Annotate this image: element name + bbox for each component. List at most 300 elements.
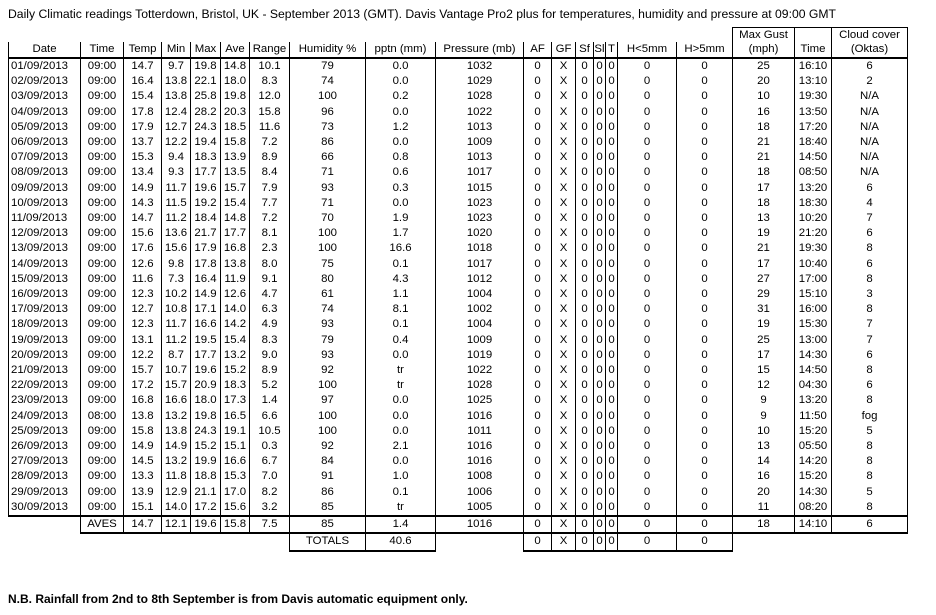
table-cell: 0 — [606, 302, 618, 317]
table-cell: X — [552, 257, 576, 272]
table-cell: 0.0 — [366, 105, 436, 120]
table-cell: 0 — [576, 469, 594, 484]
table-row — [9, 105, 908, 120]
table-cell: 0.0 — [366, 196, 436, 211]
table-cell: 09:00 — [81, 439, 124, 454]
table-cell: 0 — [594, 150, 606, 165]
table-cell: 1.9 — [366, 211, 436, 226]
table-cell: 0 — [677, 439, 733, 454]
table-cell: 16.4 — [191, 272, 221, 287]
table-cell: 10.8 — [162, 302, 191, 317]
table-cell: 0 — [677, 454, 733, 469]
table-cell: 0 — [618, 226, 677, 241]
table-cell: 18.4 — [191, 211, 221, 226]
column-header: (mph) — [733, 42, 795, 58]
table-cell: 0 — [677, 241, 733, 256]
totals-cell: 0 — [576, 533, 594, 550]
table-cell: 13.8 — [162, 89, 191, 104]
table-cell: 1004 — [436, 287, 524, 302]
table-cell: 0 — [524, 165, 552, 180]
table-cell: 1032 — [436, 58, 524, 74]
table-cell: 13:10 — [795, 74, 832, 89]
table-cell: 71 — [290, 165, 366, 180]
table-cell: 09:00 — [81, 120, 124, 135]
totals-blank — [832, 533, 908, 550]
table-cell: 0 — [524, 226, 552, 241]
table-cell: N/A — [832, 165, 908, 180]
totals-blank — [221, 533, 250, 550]
table-cell: 0 — [618, 211, 677, 226]
table-cell: 1002 — [436, 302, 524, 317]
table-cell: 09:00 — [81, 317, 124, 332]
table-cell: 0 — [576, 196, 594, 211]
table-cell: 14:50 — [795, 363, 832, 378]
table-cell: 09:00 — [81, 302, 124, 317]
table-cell: 15:30 — [795, 317, 832, 332]
table-cell: 17.1 — [191, 302, 221, 317]
table-row — [9, 348, 908, 363]
table-cell: 16.6 — [221, 454, 250, 469]
max-gust-header: Max Gust — [733, 28, 795, 43]
table-cell: 0.0 — [366, 135, 436, 150]
table-row — [9, 454, 908, 469]
table-cell: N/A — [832, 135, 908, 150]
table-cell: 18:30 — [795, 196, 832, 211]
table-cell: 0 — [576, 135, 594, 150]
table-cell: 0 — [576, 241, 594, 256]
table-cell: 86 — [290, 135, 366, 150]
table-cell: 8 — [832, 469, 908, 484]
table-row — [9, 120, 908, 135]
table-cell: 1.2 — [366, 120, 436, 135]
table-cell: 0 — [618, 135, 677, 150]
table-cell: 8.3 — [250, 333, 290, 348]
table-cell: N/A — [832, 150, 908, 165]
table-cell: 15:20 — [795, 424, 832, 439]
table-cell: 1016 — [436, 409, 524, 424]
table-cell: 0 — [524, 74, 552, 89]
table-cell: 15.3 — [124, 150, 162, 165]
table-cell: 0 — [677, 393, 733, 408]
table-cell: 0 — [606, 135, 618, 150]
table-cell: 8 — [832, 454, 908, 469]
table-cell: 14:20 — [795, 454, 832, 469]
averages-cell: 14.7 — [124, 516, 162, 533]
table-cell: 0 — [677, 302, 733, 317]
table-cell: 16.4 — [124, 74, 162, 89]
table-cell: 1016 — [436, 439, 524, 454]
table-row — [9, 317, 908, 332]
table-cell: 16.5 — [221, 409, 250, 424]
table-cell: 0 — [576, 272, 594, 287]
table-cell: 0 — [524, 485, 552, 500]
table-cell: 8 — [832, 302, 908, 317]
table-cell: 18 — [733, 120, 795, 135]
averages-cell: 0 — [524, 516, 552, 533]
table-cell: 0 — [618, 409, 677, 424]
table-cell: 10.5 — [250, 424, 290, 439]
table-cell: 7 — [832, 317, 908, 332]
table-cell: 14:50 — [795, 150, 832, 165]
table-cell: 1023 — [436, 211, 524, 226]
table-cell: 1008 — [436, 469, 524, 484]
table-row — [9, 287, 908, 302]
table-cell: 14:30 — [795, 348, 832, 363]
table-cell: 0 — [594, 500, 606, 516]
totals-cell: 0 — [618, 533, 677, 550]
table-cell: 09:00 — [81, 135, 124, 150]
table-cell: 0 — [677, 424, 733, 439]
table-cell: 0 — [618, 105, 677, 120]
table-header — [9, 28, 908, 59]
table-cell: 0 — [524, 181, 552, 196]
table-cell: 4.7 — [250, 287, 290, 302]
totals-blank — [81, 533, 124, 550]
table-cell: 1020 — [436, 226, 524, 241]
table-cell: 12.9 — [162, 485, 191, 500]
table-cell: 0 — [618, 393, 677, 408]
column-header: Pressure (mb) — [436, 42, 524, 58]
table-cell: 11.8 — [162, 469, 191, 484]
table-cell: 14.0 — [221, 302, 250, 317]
table-cell: 13:00 — [795, 333, 832, 348]
table-cell: 0 — [618, 241, 677, 256]
table-cell: X — [552, 105, 576, 120]
table-cell: 1025 — [436, 393, 524, 408]
table-cell: 16 — [733, 105, 795, 120]
averages-cell: 15.8 — [221, 516, 250, 533]
table-cell: 1028 — [436, 378, 524, 393]
table-cell: 66 — [290, 150, 366, 165]
table-cell: 0 — [594, 241, 606, 256]
table-cell: 0 — [618, 317, 677, 332]
table-cell: 13 — [733, 439, 795, 454]
table-cell: 17.9 — [191, 241, 221, 256]
table-cell: 13.8 — [162, 74, 191, 89]
table-cell: 15.7 — [221, 181, 250, 196]
table-cell: 0 — [606, 393, 618, 408]
table-cell: 85 — [290, 500, 366, 516]
table-cell: 1016 — [436, 454, 524, 469]
table-cell: 0 — [618, 485, 677, 500]
table-cell: 3 — [832, 287, 908, 302]
table-cell: 25 — [733, 58, 795, 74]
table-cell: 0 — [677, 485, 733, 500]
table-cell: 15.1 — [221, 439, 250, 454]
table-row — [9, 211, 908, 226]
table-cell: 7 — [832, 211, 908, 226]
table-cell: 0.0 — [366, 409, 436, 424]
table-cell: 15.7 — [124, 363, 162, 378]
table-cell: 12.6 — [124, 257, 162, 272]
totals-blank — [191, 533, 221, 550]
table-cell: 0 — [677, 226, 733, 241]
table-cell: 8.4 — [250, 165, 290, 180]
table-cell: 11.2 — [162, 333, 191, 348]
table-cell: 8 — [832, 272, 908, 287]
table-cell: 6.7 — [250, 454, 290, 469]
table-cell: 0 — [524, 348, 552, 363]
table-cell: X — [552, 58, 576, 74]
totals-blank — [436, 533, 524, 550]
table-cell: 0 — [576, 165, 594, 180]
table-cell: 8.1 — [250, 226, 290, 241]
table-cell: 0 — [594, 272, 606, 287]
column-header: Time — [81, 42, 124, 58]
table-row — [9, 500, 908, 516]
totals-blank — [124, 533, 162, 550]
table-cell: 6 — [832, 226, 908, 241]
table-cell: 7.0 — [250, 469, 290, 484]
column-header: H>5mm — [677, 42, 733, 58]
table-cell: 15:20 — [795, 469, 832, 484]
table-cell: 19.1 — [221, 424, 250, 439]
table-cell: 0 — [576, 333, 594, 348]
table-cell: 0 — [677, 409, 733, 424]
table-cell: X — [552, 165, 576, 180]
table-cell: 14.0 — [162, 500, 191, 516]
table-cell: 19:30 — [795, 89, 832, 104]
table-cell: 1.1 — [366, 287, 436, 302]
table-cell: 14/09/2013 — [9, 257, 81, 272]
table-cell: 0 — [677, 272, 733, 287]
table-cell: 0 — [677, 257, 733, 272]
table-cell: 73 — [290, 120, 366, 135]
table-row — [9, 333, 908, 348]
table-cell: 20.3 — [221, 105, 250, 120]
table-cell: 0 — [606, 485, 618, 500]
table-cell: 12/09/2013 — [9, 226, 81, 241]
table-cell: 1017 — [436, 257, 524, 272]
table-cell: 17 — [733, 348, 795, 363]
table-cell: 0 — [576, 58, 594, 74]
table-cell: 15.4 — [221, 196, 250, 211]
table-cell: 12.3 — [124, 287, 162, 302]
table-cell: 80 — [290, 272, 366, 287]
table-cell: 0 — [576, 317, 594, 332]
table-cell: 9.4 — [162, 150, 191, 165]
table-cell: 0 — [606, 120, 618, 135]
table-cell: 19/09/2013 — [9, 333, 81, 348]
table-cell: 0 — [524, 89, 552, 104]
table-cell: 0 — [594, 58, 606, 74]
table-cell: 09:00 — [81, 378, 124, 393]
table-cell: 0 — [576, 348, 594, 363]
table-cell: 31 — [733, 302, 795, 317]
table-cell: 0 — [606, 439, 618, 454]
table-cell: 19.6 — [191, 181, 221, 196]
table-cell: 15:10 — [795, 287, 832, 302]
table-cell: 15.7 — [162, 378, 191, 393]
table-cell: 0 — [606, 409, 618, 424]
column-header: Temp — [124, 42, 162, 58]
table-cell: 16:00 — [795, 302, 832, 317]
table-cell: 19.9 — [191, 454, 221, 469]
table-cell: X — [552, 226, 576, 241]
column-header: Ave — [221, 42, 250, 58]
column-header: Range — [250, 42, 290, 58]
table-cell: 13 — [733, 211, 795, 226]
table-cell: 91 — [290, 469, 366, 484]
table-cell: 0 — [618, 165, 677, 180]
totals-cell: 0 — [524, 533, 552, 550]
table-cell: 8 — [832, 500, 908, 516]
table-cell: 0.1 — [366, 317, 436, 332]
table-cell: 86 — [290, 485, 366, 500]
table-cell: 5 — [832, 424, 908, 439]
table-cell: 0 — [606, 363, 618, 378]
table-cell: 27 — [733, 272, 795, 287]
table-cell: 7.9 — [250, 181, 290, 196]
table-cell: 11.2 — [162, 211, 191, 226]
table-cell: 0 — [524, 135, 552, 150]
table-cell: 12.0 — [250, 89, 290, 104]
table-cell: 4 — [832, 196, 908, 211]
table-cell: 18.3 — [191, 150, 221, 165]
table-cell: X — [552, 424, 576, 439]
table-cell: 10.1 — [250, 58, 290, 74]
table-row — [9, 196, 908, 211]
table-cell: 0 — [594, 74, 606, 89]
table-cell: 07/09/2013 — [9, 150, 81, 165]
table-cell: X — [552, 196, 576, 211]
column-header: H<5mm — [618, 42, 677, 58]
table-cell: 12.7 — [124, 302, 162, 317]
table-cell: 0 — [576, 74, 594, 89]
table-cell: 13.8 — [221, 257, 250, 272]
table-cell: 0 — [677, 58, 733, 74]
table-cell: 16/09/2013 — [9, 287, 81, 302]
table-cell: 70 — [290, 211, 366, 226]
table-row — [9, 485, 908, 500]
table-cell: 14.3 — [124, 196, 162, 211]
table-cell: 21.7 — [191, 226, 221, 241]
table-cell: 0 — [606, 150, 618, 165]
table-cell: 0.0 — [366, 74, 436, 89]
table-cell: 17.3 — [221, 393, 250, 408]
table-cell: 71 — [290, 196, 366, 211]
table-cell: 0 — [606, 348, 618, 363]
table-cell: 19.8 — [221, 89, 250, 104]
table-cell: 09:00 — [81, 150, 124, 165]
averages-cell: 18 — [733, 516, 795, 533]
table-cell: 18.8 — [191, 469, 221, 484]
table-cell: 1023 — [436, 196, 524, 211]
averages-cell: 1016 — [436, 516, 524, 533]
table-cell: 0 — [576, 120, 594, 135]
table-cell: 18.3 — [221, 378, 250, 393]
table-cell: 15.2 — [221, 363, 250, 378]
climate-table — [8, 27, 908, 552]
averages-cell: 12.1 — [162, 516, 191, 533]
averages-cell: 19.6 — [191, 516, 221, 533]
table-cell: 11.9 — [221, 272, 250, 287]
table-cell: 0 — [524, 302, 552, 317]
table-cell: 16.8 — [221, 241, 250, 256]
table-cell: 04/09/2013 — [9, 105, 81, 120]
table-cell: 92 — [290, 363, 366, 378]
table-cell: 8.9 — [250, 150, 290, 165]
table-cell: 13.2 — [162, 454, 191, 469]
table-cell: 0 — [606, 500, 618, 516]
table-cell: 15.1 — [124, 500, 162, 516]
table-cell: X — [552, 333, 576, 348]
table-cell: 0 — [576, 409, 594, 424]
table-cell: 10:20 — [795, 211, 832, 226]
table-cell: 100 — [290, 226, 366, 241]
table-cell: 0 — [576, 424, 594, 439]
table-cell: 18/09/2013 — [9, 317, 81, 332]
table-cell: 0 — [594, 378, 606, 393]
table-cell: X — [552, 317, 576, 332]
table-cell: 16.6 — [366, 241, 436, 256]
table-cell: 0 — [618, 58, 677, 74]
table-cell: 17.9 — [124, 120, 162, 135]
table-cell: 0 — [594, 105, 606, 120]
table-cell: 2.1 — [366, 439, 436, 454]
column-header: AF — [524, 42, 552, 58]
table-cell: 20 — [733, 74, 795, 89]
table-cell: tr — [366, 378, 436, 393]
table-cell: X — [552, 363, 576, 378]
table-cell: 0 — [524, 500, 552, 516]
table-cell: 0 — [594, 454, 606, 469]
table-cell: 0 — [618, 181, 677, 196]
table-cell: 13:50 — [795, 105, 832, 120]
table-cell: 09:00 — [81, 211, 124, 226]
totals-label: TOTALS — [290, 533, 366, 550]
table-row — [9, 409, 908, 424]
column-header: Date — [9, 42, 81, 58]
table-cell: 15/09/2013 — [9, 272, 81, 287]
totals-blank — [250, 533, 290, 550]
totals-cell: X — [552, 533, 576, 550]
table-cell: 22/09/2013 — [9, 378, 81, 393]
table-cell: 08:20 — [795, 500, 832, 516]
table-cell: 0 — [618, 120, 677, 135]
table-row — [9, 257, 908, 272]
table-cell: 0 — [524, 393, 552, 408]
averages-cell: 0 — [576, 516, 594, 533]
table-cell: 0 — [677, 135, 733, 150]
table-cell: 0 — [618, 348, 677, 363]
table-cell: 19.8 — [191, 58, 221, 74]
table-cell: 0 — [618, 333, 677, 348]
table-cell: 74 — [290, 74, 366, 89]
table-cell: 13.8 — [162, 424, 191, 439]
table-cell: 28.2 — [191, 105, 221, 120]
table-cell: 0 — [594, 120, 606, 135]
table-cell: 0 — [576, 485, 594, 500]
table-cell: 15.4 — [221, 333, 250, 348]
table-cell: 09:00 — [81, 485, 124, 500]
table-cell: 0 — [618, 424, 677, 439]
table-cell: 19.2 — [191, 196, 221, 211]
table-row — [9, 393, 908, 408]
table-cell: 97 — [290, 393, 366, 408]
column-header: Humidity % — [290, 42, 366, 58]
table-cell: 23/09/2013 — [9, 393, 81, 408]
table-cell: 12.7 — [162, 120, 191, 135]
table-cell: 8 — [832, 241, 908, 256]
table-cell: 21:20 — [795, 226, 832, 241]
table-cell: 1009 — [436, 135, 524, 150]
table-cell: 0 — [606, 272, 618, 287]
table-cell: 0 — [606, 241, 618, 256]
table-cell: 1.4 — [250, 393, 290, 408]
table-body — [9, 58, 908, 551]
table-cell: 7.3 — [162, 272, 191, 287]
